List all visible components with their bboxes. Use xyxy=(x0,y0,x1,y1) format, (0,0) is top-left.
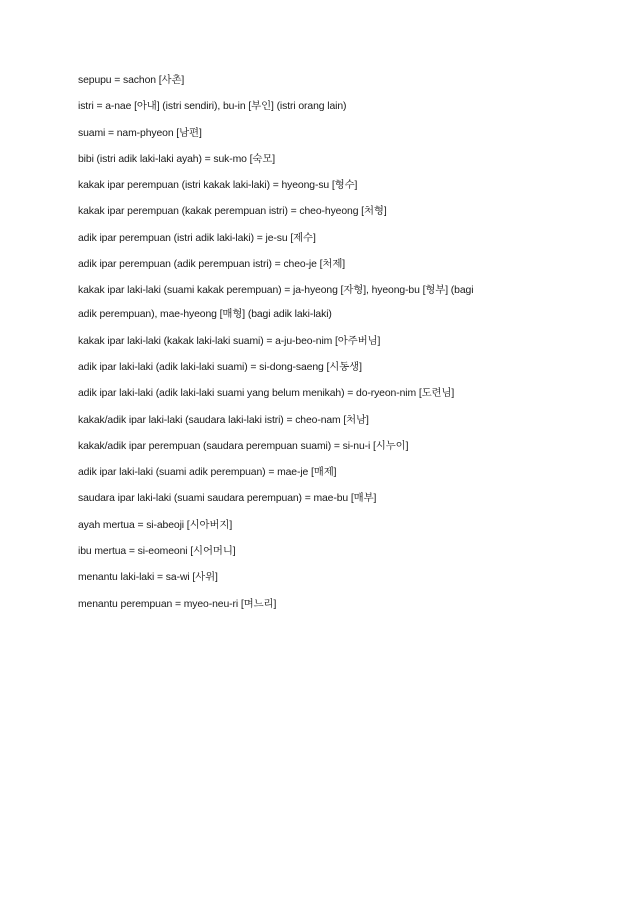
vocab-line-cheo-je: adik ipar perempuan (adik perempuan istri) = cheo-je [처제] xyxy=(78,259,346,271)
vocab-line-si-abeoji: ayah mertua = si-abeoji [시아버지] xyxy=(78,519,233,531)
vocab-line-sa-wi: menantu laki-laki = sa-wi [사위] xyxy=(78,572,218,584)
vocabulary-list xyxy=(78,74,558,624)
vocab-line-mae-bu: saudara ipar laki-laki (suami saudara perempuan) = mae-bu [매부] xyxy=(78,493,377,505)
vocab-line-je-su: adik ipar perempuan (istri adik laki-laki) = je-su [제수] xyxy=(78,232,316,244)
vocab-line-ja-hyeong: kakak ipar laki-laki (suami kakak perempuan) = ja-hyeong [자형], hyeong-bu [형부] (bagi xyxy=(78,285,474,297)
vocab-line-si-nu-i: kakak/adik ipar perempuan (saudara perempuan suami) = si-nu-i [시누이] xyxy=(78,440,409,452)
vocab-line-cheo-hyeong: kakak ipar perempuan (kakak perempuan istri) = cheo-hyeong [처형] xyxy=(78,206,387,218)
vocab-line-suami: suami = nam-phyeon [남편] xyxy=(78,127,202,139)
vocab-line-si-dong-saeng: adik ipar laki-laki (adik laki-laki suami) = si-dong-saeng [시동생] xyxy=(78,361,362,373)
vocab-line-do-ryeon-nim: adik ipar laki-laki (adik laki-laki suami yang belum menikah) = do-ryeon-nim [도련님] xyxy=(78,388,455,400)
vocab-line-cheo-nam: kakak/adik ipar laki-laki (saudara laki-laki istri) = cheo-nam [처남] xyxy=(78,414,369,426)
vocab-line-bibi: bibi (istri adik laki-laki ayah) = suk-mo [숙모] xyxy=(78,153,276,165)
vocab-line-hyeong-su: kakak ipar perempuan (istri kakak laki-laki) = hyeong-su [형수] xyxy=(78,180,358,192)
vocab-line-mae-je: adik ipar laki-laki (suami adik perempuan) = mae-je [매제] xyxy=(78,467,337,479)
vocab-line-istri: istri = a-nae [아내] (istri sendiri), bu-in [부인] (istri orang lain) xyxy=(78,101,347,113)
vocab-line-ja-hyeong-continued: adik perempuan), mae-hyeong [매형] (bagi adik laki-laki) xyxy=(78,309,332,321)
vocab-line-sepupu: sepupu = sachon [사촌] xyxy=(78,75,185,86)
vocab-line-myeo-neu-ri: menantu perempuan = myeo-neu-ri [며느리] xyxy=(78,598,277,610)
vocab-line-a-ju-beo-nim: kakak ipar laki-laki (kakak laki-laki suami) = a-ju-beo-nim [아주버님] xyxy=(78,335,381,347)
vocab-line-si-eomeoni: ibu mertua = si-eomeoni [시어머니] xyxy=(78,546,236,558)
